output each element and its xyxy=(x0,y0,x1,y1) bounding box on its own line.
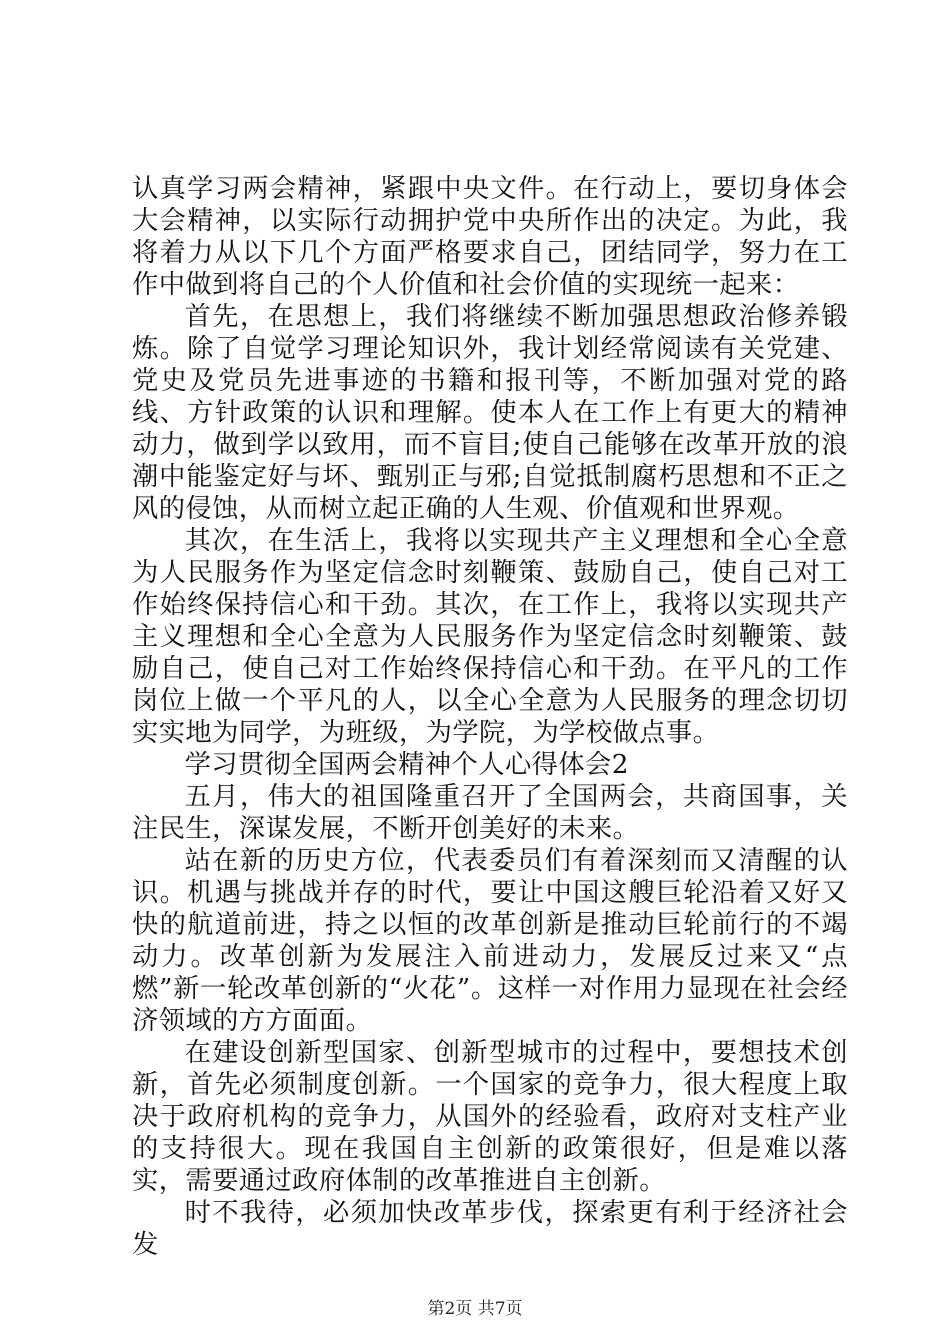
document-body xyxy=(132,173,848,1261)
paragraph-2: 首先，在思想上，我们将继续不断加强思想政治修养锻炼。除了自觉学习理论知识外，我计划经常阅读有关党建、党史及党员先进事迹的书籍和报刊等，不断加强对党的路线、方针政策的认识和理解。使本人在工作上有更大的精神动力，做到学以致用，而不盲目;使自己能够在改革开放的浪潮中能鉴定好与坏、甄别正与邪;自觉抵制腐朽思想和不正之风的侵蚀，从而树立起正确的人生观、价值观和世界观。 xyxy=(132,302,848,524)
paragraph-3: 其次，在生活上，我将以实现共产主义理想和全心全意为人民服务作为坚定信念时刻鞭策、鼓励自己，使自己对工作始终保持信心和干劲。其次，在工作上，我将以实现共产主义理想和全心全意为人民服务作为坚定信念时刻鞭策、鼓励自己，使自己对工作始终保持信心和干劲。在平凡的工作岗位上做一个平凡的人，以全心全意为人民服务的理念切切实实地为同学，为班级，为学院，为学校做点事。 xyxy=(132,526,848,748)
paragraph-7: 时不我待，必须加快改革步伐，探索更有利于经济社会发 xyxy=(132,1198,848,1260)
paragraph-4: 五月，伟大的祖国隆重召开了全国两会，共商国事，关注民生，深谋发展，不断开创美好的未来。 xyxy=(132,782,848,844)
paragraph-6: 在建设创新型国家、创新型城市的过程中，要想技术创新，首先必须制度创新。一个国家的竞争力，很大程度上取决于政府机构的竞争力，从国外的经验看，政府对支柱产业的支持很大。现在我国自主创新的政策很好，但是难以落实，需要通过政府体制的改革推进自主创新。 xyxy=(132,1038,848,1196)
section-heading: 学习贯彻全国两会精神个人心得体会2 xyxy=(184,750,629,780)
paragraph-1: 认真学习两会精神，紧跟中央文件。在行动上，要切身体会大会精神，以实际行动拥护党中央所作出的决定。为此，我将着力从以下几个方面严格要求自己，团结同学，努力在工作中做到将自己的个人价值和社会价值的实现统一起来： xyxy=(132,174,848,300)
page-number-footer: 第2页 共7页 xyxy=(427,1299,523,1319)
paragraph-5: 站在新的历史方位，代表委员们有着深刻而又清醒的认识。机遇与挑战并存的时代，要让中国这艘巨轮沿着又好又快的航道前进，持之以恒的改革创新是推动巨轮前行的不竭动力。改革创新为发展注入前进动力，发展反过来又“点燃”新一轮改革创新的“火花”。这样一对作用力显现在社会经济领域的方方面面。 xyxy=(132,846,848,1036)
